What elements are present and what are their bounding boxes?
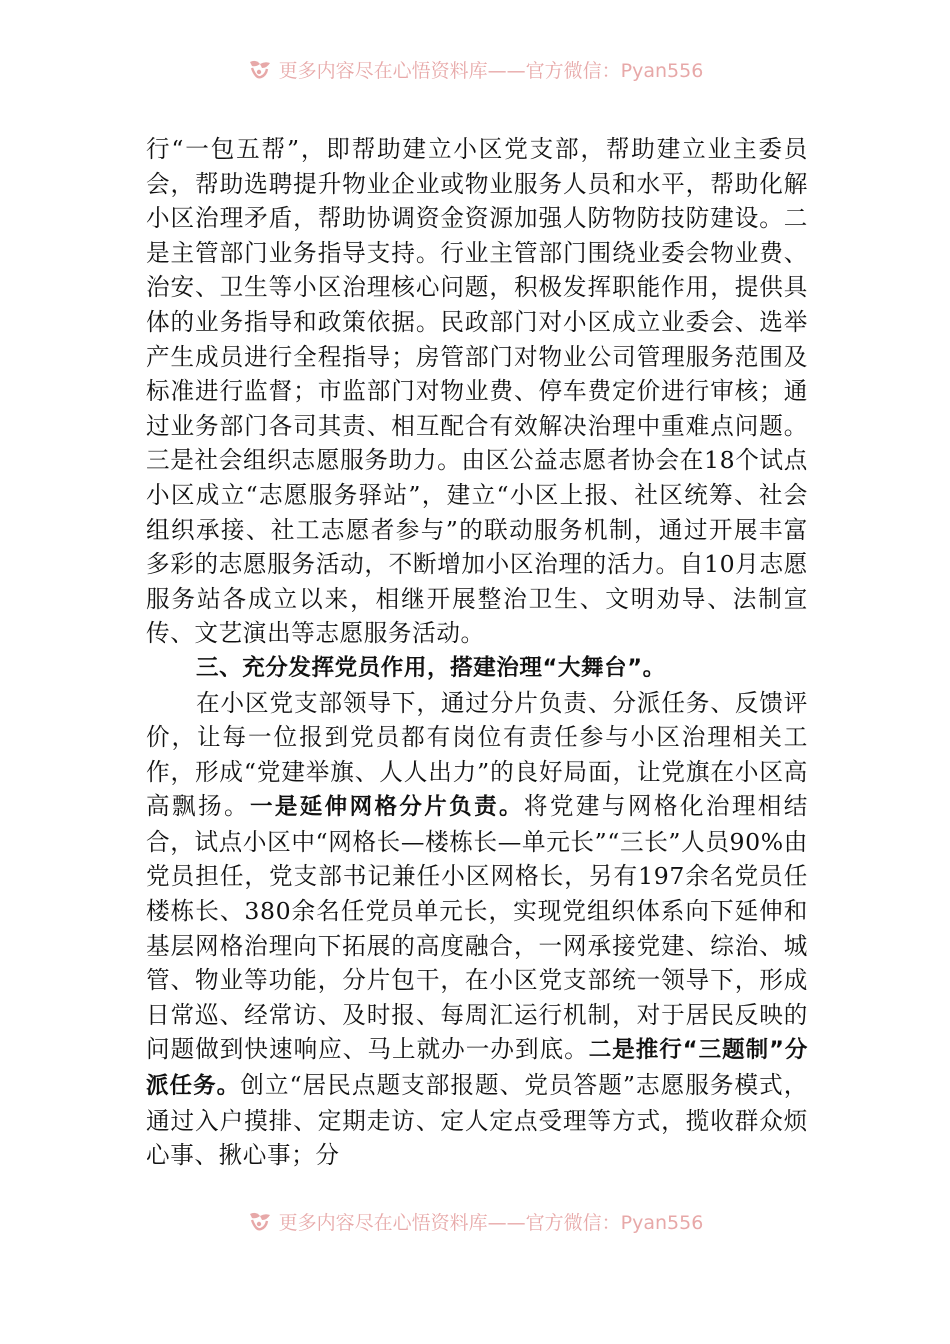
body-paragraph (146, 686, 808, 1173)
watermark-text: 更多内容尽在心悟资料库——官方微信：Pyan556 (278, 59, 704, 82)
text-segment: 将党建与网格化治理相结合，试点小区中“网格长—楼栋长—单元长”“三长”人员90%由党员担任，党支部书记兼任小区网格长，另有197余名党员任楼栋长、380余名任党员单元长，实现党组织体系向下延伸和基层网格治理向下拓展的高度融合，一网承接党建、综治、城管、物业等功能，分片包干，在小区党支部统一领导下，形成日常巡、经常访、及时报、每周汇运行机制，对于居民反映的问题做到快速响应、马上就办一办到底。 (146, 792, 808, 1064)
bold-text-segment: 一是延伸网格分片负责。 (249, 794, 524, 821)
watermark-header (0, 54, 950, 84)
logo-icon (247, 58, 273, 80)
document-body (146, 132, 808, 1173)
logo-icon (247, 1210, 273, 1232)
bold-text-segment: 二是推行“三题制”分派任务。 (146, 1037, 808, 1100)
bold-text-segment: 三、充分发挥党员作用，搭建治理“大舞台”。 (196, 654, 666, 681)
watermark-footer (0, 1206, 950, 1236)
text-segment: 创立“居民点题支部报题、党员答题”志愿服务模式，通过入户摸排、定期走访、定人定点受理等方式，揽收群众烦心事、揪心事；分 (146, 1071, 808, 1170)
text-segment: 在小区党支部领导下，通过分片负责、分派任务、反馈评价，让每一位报到党员都有岗位有责任参与小区治理相关工作，形成“党建举旗、人人出力”的良好局面，让党旗在小区高高飘扬。 (146, 688, 808, 821)
section-heading (146, 651, 808, 686)
text-segment: 行“一包五帮”，即帮助建立小区党支部，帮助建立业主委员会，帮助选聘提升物业企业或物业服务人员和水平，帮助化解小区治理矛盾，帮助协调资金资源加强人防物防技防建设。二是主管部门业务指导支持。行业主管部门围绕业委会物业费、治安、卫生等小区治理核心问题，积极发挥职能作用，提供具体的业务指导和政策依据。民政部门对小区成立业委会、选举产生成员进行全程指导；房管部门对物业公司管理服务范围及标准进行监督；市监部门对物业费、停车费定价进行审核；通过业务部门各司其责、相互配合有效解决治理中重难点问题。三是社会组织志愿服务助力。由区公益志愿者协会在18个试点小区成立“志愿服务驿站”，建立“小区上报、社区统筹、社会组织承接、社工志愿者参与”的联动服务机制，通过开展丰富多彩的志愿服务活动，不断增加小区治理的活力。自10月志愿服务站各成立以来，相继开展整治卫生、文明劝导、法制宣传、文艺演出等志愿服务活动。 (146, 135, 808, 648)
watermark-text: 更多内容尽在心悟资料库——官方微信：Pyan556 (278, 1211, 704, 1234)
body-paragraph (146, 132, 808, 651)
